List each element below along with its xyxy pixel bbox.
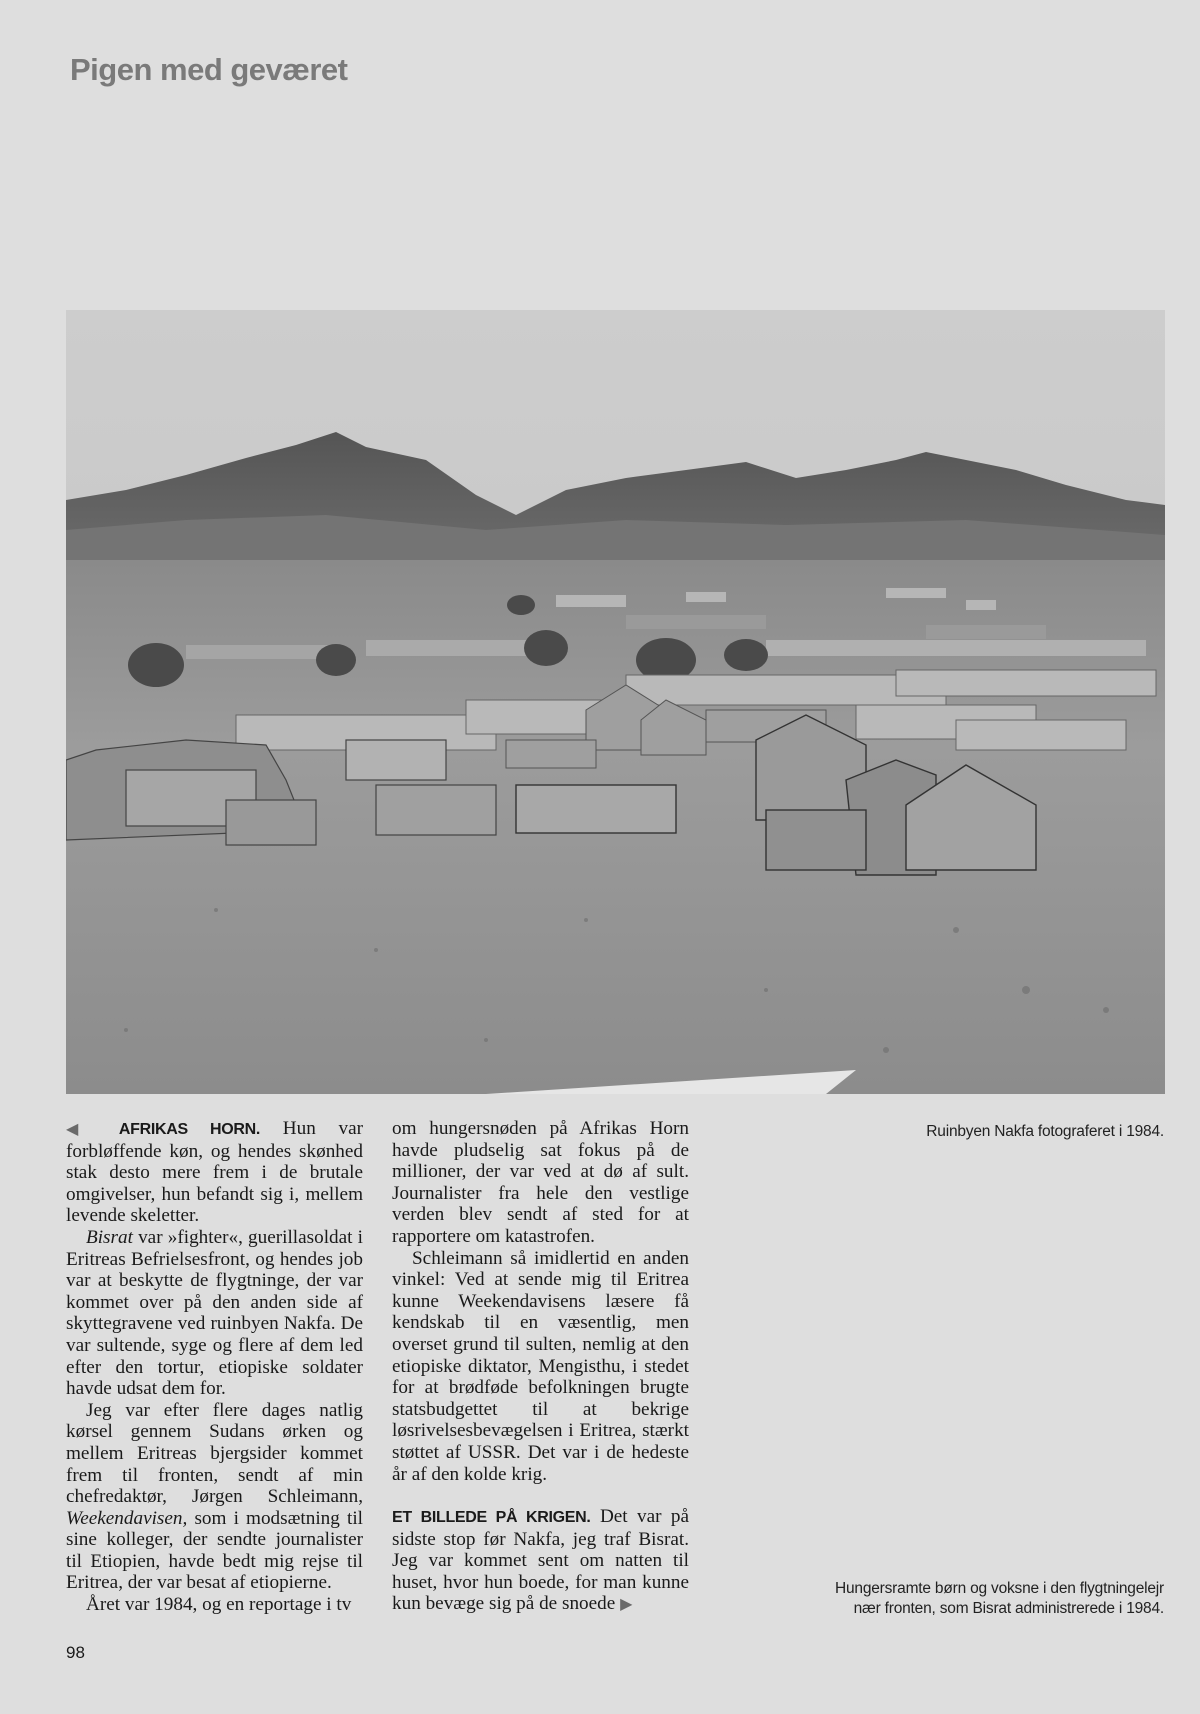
paragraph: om hungersnøden på Afrikas Horn havde pludselig sat fokus på de millioner, der var ved at dø af sult. Journalister fra hele den vestlige verden blev sendt af sted for at rapportere om katastrofen. — [392, 1118, 689, 1247]
paragraph — [66, 1400, 363, 1594]
paragraph-text: som i modsætning til sine kolleger, der sendte journalister til Etiopien, havde bedt mig rejse til Eritrea, der var besat af etiopierne. — [66, 1507, 363, 1594]
paragraph — [66, 1227, 363, 1400]
article-column-2 — [392, 1118, 689, 1616]
paragraph-text: Hun var forbløffende køn, og hendes skønhed stak desto mere frem i de brutale omgivelser, hun befandt sig i, mellem levende skeletter. — [66, 1118, 363, 1227]
section-lead-label: ET BILLEDE PÅ KRIGEN. — [392, 1509, 591, 1527]
section-lead-label: AFRIKAS HORN. — [118, 1121, 261, 1138]
paragraph — [66, 1118, 363, 1227]
article-column-1 — [66, 1118, 363, 1616]
paragraph — [392, 1506, 689, 1616]
paragraph-text: var »fighter«, guerillasoldat i Eritreas Befrielsesfront, og hendes job var at beskytte de flygtninge, der var kommet over på den anden side af skyttegravene ved ruinbyen Nakfa. De var sultende, syge og flere af dem led efter den tortur, etiopiske soldater havde udsat dem for. — [66, 1226, 363, 1400]
section-title: Pigen med geværet — [70, 52, 348, 87]
photo-illustration — [66, 310, 1165, 1094]
ruins-photo — [66, 310, 1165, 1094]
italic-publication: Weekendavisen, — [66, 1507, 188, 1529]
photo-caption: Ruinbyen Nakfa fotograferet i 1984. — [926, 1123, 1164, 1140]
paragraph: Schleimann så imidlertid en anden vinkel: Ved at sende mig til Eritrea kunne Weekendavisens læsere få kendskab til en væsentlig, men overset grund til sulten, nemlig at den etiopiske diktator, Mengisthu, i stedet for at brødføde befolkningen brugte statsbudgettet til at bekrige løsrivelsesbevægelsen i Eritrea, stærkt støttet af USSR. Det var i de hedeste år af den kolde krig. — [392, 1247, 689, 1485]
page-number: 98 — [66, 1643, 85, 1662]
continue-arrow-icon: ▶ — [620, 1596, 633, 1614]
back-arrow-icon: ◀ — [66, 1121, 97, 1138]
second-caption: Hungersramte børn og voksne i den flygtningelejr nær fronten, som Bisrat administrerede i 1984. — [835, 1580, 1164, 1617]
paragraph: Året var 1984, og en reportage i tv — [86, 1594, 352, 1616]
paragraph-text: Det var på sidste stop før Nakfa, jeg traf Bisrat. Jeg var kommet sent om natten til huset, hvor hun boede, for man kunne kun bevæge sig på de snoede — [392, 1506, 689, 1615]
italic-name: Bisrat — [86, 1226, 133, 1248]
paragraph-text: Jeg var efter flere dages natlig kørsel gennem Sudans ørken og mellem Eritreas bjergsider kommet frem til fronten, sendt af min chefredaktør, Jørgen Schleimann, — [66, 1399, 363, 1508]
